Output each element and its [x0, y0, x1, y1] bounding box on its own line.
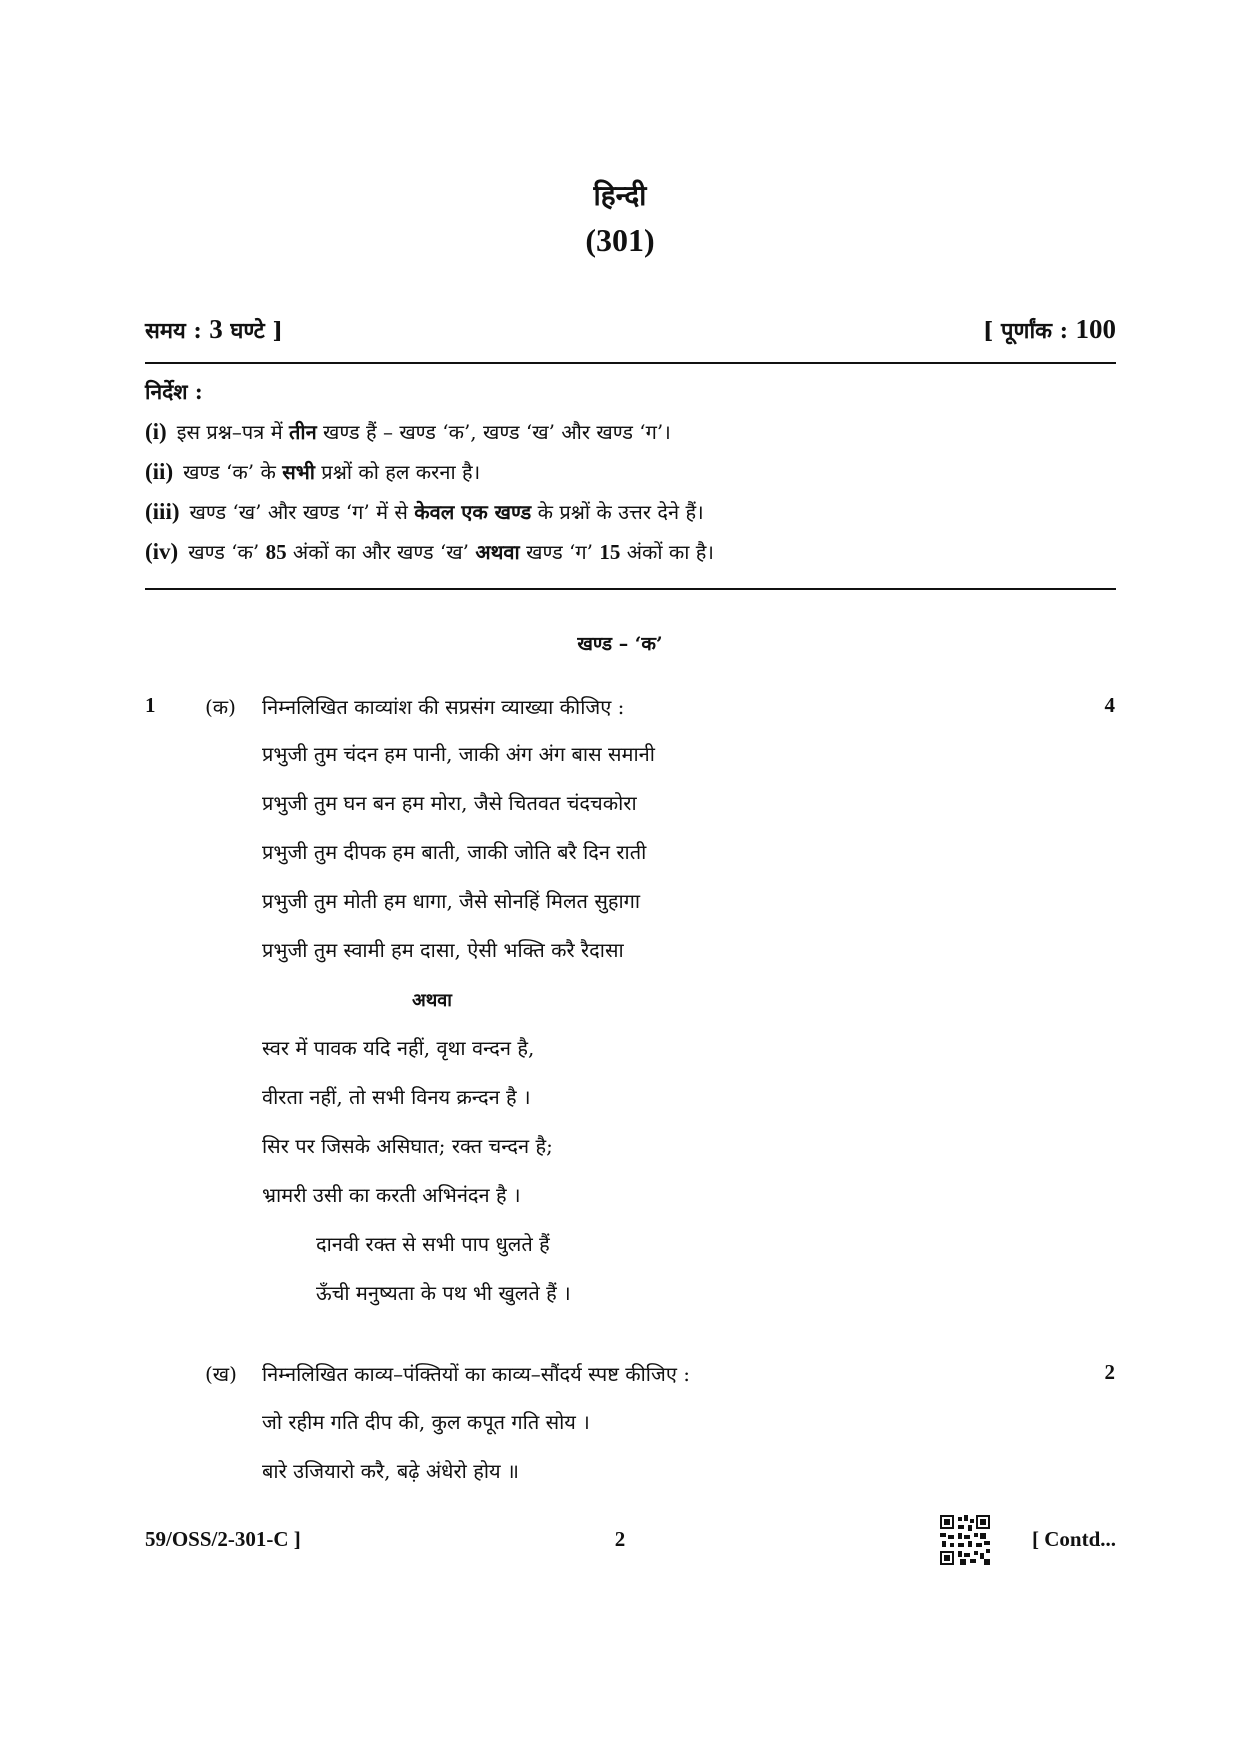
or-label: अथवा	[412, 990, 452, 1011]
continued-label: [ Contd...	[1031, 1527, 1116, 1551]
subject-code: (301)	[585, 222, 655, 258]
instruction-text: अंकों का और खण्ड ‘ख’	[286, 540, 476, 564]
instruction-number: (iii)	[145, 499, 180, 524]
qr-code-icon	[940, 1515, 990, 1565]
instruction-number: (iv)	[145, 539, 179, 564]
instructions-divider	[145, 588, 1116, 590]
poem-line: ऊँची मनुष्यता के पथ भी खुलते हैं ।	[316, 1281, 571, 1305]
poem-line: प्रभुजी तुम मोती हम धागा, जैसे सोनहिं मिलत सुहागा	[262, 889, 641, 913]
subquestion-label: (क)	[205, 695, 236, 719]
question-number: 1	[145, 693, 156, 717]
question-marks: 4	[1104, 693, 1115, 717]
instruction-item	[145, 458, 480, 485]
instruction-item	[145, 498, 704, 525]
instruction-text: खण्ड हैं – खण्ड ‘क’, खण्ड ‘ख’ और खण्ड ‘ग’।	[316, 420, 671, 444]
poem-line: सिर पर जिसके असिघात; रक्त चन्दन है;	[262, 1134, 553, 1158]
poem-line: प्रभुजी तुम दीपक हम बाती, जाकी जोति बरै दिन राती	[262, 840, 647, 864]
instruction-text: खण्ड ‘ख’ और खण्ड ‘ग’ में से	[189, 500, 415, 524]
instruction-number-value: 15	[599, 540, 621, 564]
question-marks: 2	[1104, 1360, 1115, 1384]
section-title: खण्ड – ‘क’	[577, 633, 663, 655]
instruction-text: अंकों का है।	[620, 540, 714, 564]
max-marks	[983, 314, 1116, 345]
subquestion-label: (ख)	[205, 1362, 237, 1386]
question-prompt: निम्नलिखित काव्य–पंक्तियों का काव्य–सौंदर्य स्पष्ट कीजिए :	[262, 1362, 690, 1386]
instruction-number: (i)	[145, 419, 167, 444]
poem-line: प्रभुजी तुम चंदन हम पानी, जाकी अंग अंग बास समानी	[262, 742, 655, 766]
time-prefix: समय :	[145, 318, 210, 344]
instructions-heading: निर्देश :	[145, 379, 203, 404]
subject-title: हिन्दी	[593, 179, 647, 212]
poem-line: जो रहीम गति दीप की, कुल कपूत गति सोय ।	[262, 1410, 590, 1434]
time-suffix: घण्टे ]	[222, 318, 283, 344]
poem-line: भ्रामरी उसी का करती अभिनंदन है ।	[262, 1183, 521, 1207]
instruction-text: प्रश्नों को हल करना है।	[314, 460, 481, 484]
instruction-bold-text: तीन	[289, 420, 317, 444]
instruction-number: (ii)	[145, 459, 174, 484]
instruction-number-value: 85	[265, 540, 287, 564]
instruction-item	[145, 418, 671, 445]
page-number: 2	[614, 1527, 626, 1551]
instruction-text: इस प्रश्न–पत्र में	[176, 420, 290, 444]
time-allowed	[145, 314, 283, 345]
instruction-item	[145, 538, 714, 565]
poem-line: वीरता नहीं, तो सभी विनय क्रन्दन है ।	[262, 1085, 531, 1109]
instruction-bold-text: सभी	[282, 460, 315, 484]
question-prompt: निम्नलिखित काव्यांश की सप्रसंग व्याख्या कीजिए :	[262, 695, 625, 719]
paper-code: 59/OSS/2-301-C ]	[145, 1527, 301, 1551]
instruction-bold-text: अथवा	[475, 540, 520, 564]
poem-line: प्रभुजी तुम घन बन हम मोरा, जैसे चितवत चंदचकोरा	[262, 791, 637, 815]
poem-line: प्रभुजी तुम स्वामी हम दासा, ऐसी भक्ति करै रैदासा	[262, 938, 624, 962]
instruction-text: खण्ड ‘ग’	[519, 540, 600, 564]
instruction-bold-text: केवल एक खण्ड	[414, 500, 532, 524]
instruction-text: खण्ड ‘क’	[188, 540, 266, 564]
marks-value: 100	[1075, 314, 1116, 344]
instruction-text: खण्ड ‘क’ के	[183, 460, 283, 484]
instruction-text: के प्रश्नों के उत्तर देने हैं।	[531, 500, 704, 524]
poem-line: बारे उजियारो करै, बढ़े अंधेरो होय ॥	[262, 1459, 519, 1483]
header-divider	[145, 362, 1116, 364]
poem-line: दानवी रक्त से सभी पाप धुलते हैं	[316, 1232, 550, 1256]
marks-prefix: [ पूर्णांक :	[982, 318, 1076, 344]
poem-line: स्वर में पावक यदि नहीं, वृथा वन्दन है,	[262, 1036, 535, 1060]
time-value: 3	[209, 314, 223, 344]
